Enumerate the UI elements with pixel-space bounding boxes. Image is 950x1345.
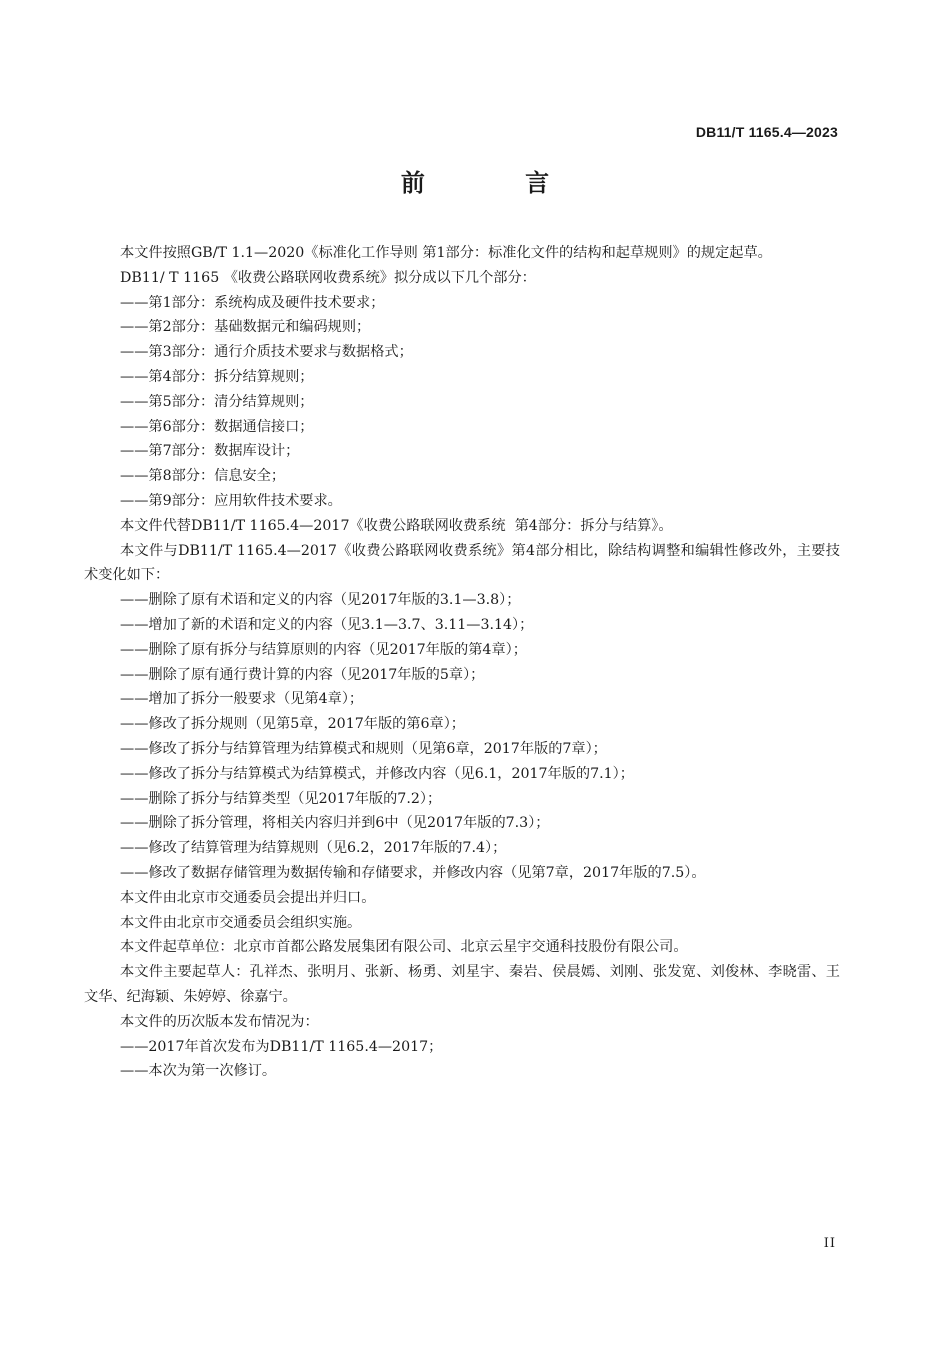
list-item-part-4: ——第4部分：拆分结算规则；: [120, 368, 314, 385]
paragraph-history-intro: 本文件的历次版本发布情况为：: [120, 1013, 319, 1030]
paragraph-drafters: 本文件主要起草人：孔祥杰、张明月、张新、杨勇、刘星宇、秦岩、侯晨嫣、刘刚、张发宽、刘俊林、李晓雷、王文华、纪海颖、朱婷婷、徐嘉宁。: [84, 964, 840, 1005]
list-item-part-2: ——第2部分：基础数据元和编码规则；: [120, 319, 371, 336]
list-item-part-7: ——第7部分：数据库设计；: [120, 443, 300, 460]
list-item-change-5: ——增加了拆分一般要求（见第4章）；: [120, 691, 364, 708]
list-item-change-10: ——删除了拆分管理，将相关内容归并到6中（见2017年版的7.3）；: [120, 815, 550, 832]
paragraph-proposer: 本文件由北京市交通委员会提出并归口。: [120, 889, 376, 906]
standard-code: DB11/T 1165.4—2023: [695, 124, 838, 140]
list-item-change-3: ——删除了原有拆分与结算原则的内容（见2017年版的第4章）；: [120, 641, 527, 658]
list-item-part-3: ——第3部分：通行介质技术要求与数据格式；: [120, 344, 413, 361]
list-item-change-1: ——删除了原有术语和定义的内容（见2017年版的3.1—3.8）；: [120, 592, 521, 609]
page-number: II: [823, 1236, 836, 1251]
list-item-change-11: ——修改了结算管理为结算规则（见6.2，2017年版的7.4）；: [120, 840, 507, 857]
list-item-part-9: ——第9部分：应用软件技术要求。: [120, 492, 342, 509]
list-item-change-12: ——修改了数据存储管理为数据传输和存储要求，并修改内容（见第7章，2017年版的7.5）。: [120, 864, 706, 881]
paragraph-replaces: 本文件代替DB11/T 1165.4—2017《收费公路联网收费系统 第4部分：拆分与结算》。: [120, 517, 673, 534]
list-item-change-7: ——修改了拆分与结算管理为结算模式和规则（见第6章，2017年版的7章）；: [120, 740, 607, 757]
list-item-change-6: ——修改了拆分规则（见第5章，2017年版的第6章）；: [120, 716, 465, 733]
list-item-part-5: ——第5部分：清分结算规则；: [120, 393, 314, 410]
list-item-change-2: ——增加了新的术语和定义的内容（见3.1—3.7、3.11—3.14）；: [120, 616, 534, 633]
list-item-change-4: ——删除了原有通行费计算的内容（见2017年版的5章）；: [120, 666, 485, 683]
paragraph-implementer: 本文件由北京市交通委员会组织实施。: [120, 914, 362, 931]
list-item-part-1: ——第1部分：系统构成及硬件技术要求；: [120, 294, 385, 311]
list-item-change-8: ——修改了拆分与结算模式为结算模式，并修改内容（见6.1，2017年版的7.1）；: [120, 765, 634, 782]
list-item-change-9: ——删除了拆分与结算类型（见2017年版的7.2）；: [120, 790, 442, 807]
paragraph-drafting-units: 本文件起草单位：北京市首都公路发展集团有限公司、北京云星宇交通科技股份有限公司。: [120, 939, 688, 956]
paragraph-parts-intro: DB11/ T 1165 《收费公路联网收费系统》拟分成以下几个部分：: [120, 269, 536, 286]
list-item-part-6: ——第6部分：数据通信接口；: [120, 418, 314, 435]
foreword-body: [84, 241, 840, 1084]
list-item-history-2: ——本次为第一次修订。: [120, 1063, 277, 1080]
list-item-history-1: ——2017年首次发布为DB11/T 1165.4—2017；: [120, 1038, 443, 1055]
page-title: 前 言: [400, 169, 596, 197]
list-item-part-8: ——第8部分：信息安全；: [120, 468, 286, 485]
paragraph-basis: 本文件按照GB/T 1.1—2020《标准化工作导则 第1部分：标准化文件的结构和起草规则》的规定起草。: [120, 245, 772, 261]
paragraph-changes-intro: 本文件与DB11/T 1165.4—2017《收费公路联网收费系统》第4部分相比，除结构调整和编辑性修改外，主要技术变化如下：: [84, 542, 840, 584]
